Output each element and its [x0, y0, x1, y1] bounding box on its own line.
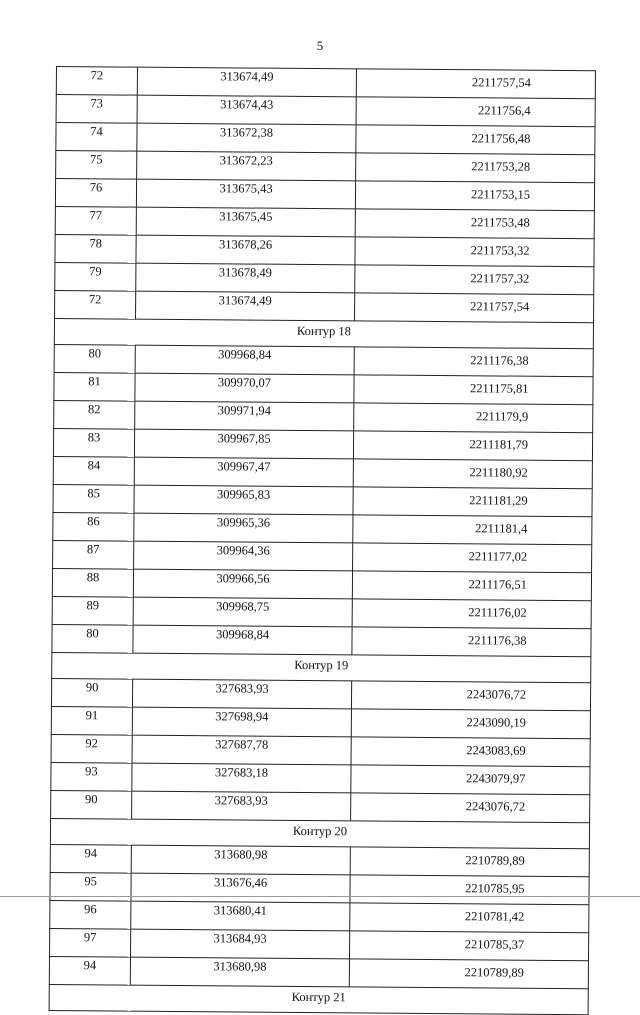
- table-row: [51, 678, 590, 710]
- y-coordinate-cell: 2211180,92: [353, 459, 592, 489]
- x-coordinate-cell: 309967,47: [134, 457, 353, 487]
- y-coordinate-cell: 2211176,02: [352, 599, 591, 629]
- contour-title-row: [49, 984, 588, 1014]
- x-coordinate-cell: 313678,26: [136, 235, 355, 265]
- y-coordinate-cell: 2211757,54: [356, 69, 595, 99]
- table-row: [56, 95, 595, 127]
- table-row: [52, 596, 591, 628]
- point-number-cell: 72: [55, 290, 136, 319]
- coordinates-table-body: [49, 67, 595, 1015]
- x-coordinate-cell: 313674,49: [136, 291, 355, 321]
- x-coordinate-cell: 327698,94: [132, 707, 351, 737]
- table-row: [53, 512, 592, 544]
- x-coordinate-cell: 309971,94: [135, 401, 354, 431]
- point-number-cell: 72: [56, 67, 137, 96]
- x-coordinate-cell: 313675,45: [136, 207, 355, 237]
- x-coordinate-cell: 313680,41: [131, 901, 350, 931]
- y-coordinate-cell: 2211756,4: [356, 97, 595, 127]
- point-number-cell: 84: [53, 456, 134, 485]
- y-coordinate-cell: 2210785,37: [349, 931, 588, 961]
- contour-title: Контур 21: [49, 984, 588, 1014]
- table-row: [49, 956, 588, 988]
- x-coordinate-cell: 309966,56: [133, 569, 352, 599]
- point-number-cell: 74: [56, 123, 137, 152]
- table-row: [53, 456, 592, 488]
- table-row: [55, 262, 594, 294]
- x-coordinate-cell: 309965,83: [134, 485, 353, 515]
- table-row: [54, 400, 593, 432]
- table-row: [56, 67, 595, 99]
- y-coordinate-cell: 2211756,48: [356, 125, 595, 155]
- table-row: [50, 844, 589, 876]
- y-coordinate-cell: 2243076,72: [351, 793, 590, 823]
- coordinates-table: [49, 66, 596, 1015]
- x-coordinate-cell: 313684,93: [131, 929, 350, 959]
- x-coordinate-cell: 309970,07: [135, 373, 354, 403]
- y-coordinate-cell: 2211181,29: [353, 487, 592, 517]
- y-coordinate-cell: 2211176,38: [352, 627, 591, 657]
- y-coordinate-cell: 2211175,81: [354, 375, 593, 405]
- point-number-cell: 90: [51, 678, 132, 707]
- table-row: [51, 790, 590, 822]
- x-coordinate-cell: 313680,98: [131, 845, 350, 875]
- y-coordinate-cell: 2243083,69: [351, 737, 590, 767]
- x-coordinate-cell: 327683,18: [132, 763, 351, 793]
- x-coordinate-cell: 313675,43: [136, 179, 355, 209]
- y-coordinate-cell: 2210785,95: [350, 875, 589, 905]
- y-coordinate-cell: 2211176,38: [354, 347, 593, 377]
- y-coordinate-cell: 2211176,51: [352, 571, 591, 601]
- y-coordinate-cell: 2211753,48: [355, 209, 594, 239]
- table-row: [55, 206, 594, 238]
- point-number-cell: 94: [50, 844, 131, 873]
- table-row: [51, 706, 590, 738]
- point-number-cell: 82: [54, 400, 135, 429]
- point-number-cell: 91: [51, 706, 132, 735]
- point-number-cell: 97: [50, 928, 131, 957]
- point-number-cell: 87: [53, 540, 134, 569]
- table-row: [52, 568, 591, 600]
- point-number-cell: 94: [49, 956, 130, 985]
- x-coordinate-cell: 309964,36: [134, 541, 353, 571]
- x-coordinate-cell: 313674,43: [137, 95, 356, 125]
- table-row: [51, 762, 590, 794]
- point-number-cell: 89: [52, 596, 133, 625]
- table-row: [53, 428, 592, 460]
- point-number-cell: 77: [55, 206, 136, 235]
- x-coordinate-cell: 313676,46: [131, 873, 350, 903]
- x-coordinate-cell: 327683,93: [132, 791, 351, 821]
- x-coordinate-cell: 313672,23: [137, 151, 356, 181]
- point-number-cell: 86: [53, 512, 134, 541]
- y-coordinate-cell: 2211757,32: [355, 265, 594, 295]
- point-number-cell: 88: [52, 568, 133, 597]
- point-number-cell: 81: [54, 372, 135, 401]
- x-coordinate-cell: 309968,75: [133, 597, 352, 627]
- point-number-cell: 85: [53, 484, 134, 513]
- page-number: 5: [316, 38, 324, 53]
- x-coordinate-cell: 313674,49: [137, 67, 356, 97]
- table-row: [54, 344, 593, 376]
- point-number-cell: 79: [55, 262, 136, 291]
- y-coordinate-cell: 2211179,9: [354, 403, 593, 433]
- x-coordinate-cell: 313678,49: [136, 263, 355, 293]
- contour-title: Контур 19: [52, 652, 591, 682]
- table-row: [55, 234, 594, 266]
- table-row: [55, 290, 594, 322]
- point-number-cell: 95: [50, 872, 131, 901]
- point-number-cell: 80: [52, 624, 133, 653]
- point-number-cell: 73: [56, 95, 137, 124]
- y-coordinate-cell: 2211753,15: [355, 181, 594, 211]
- table-row: [53, 540, 592, 572]
- table-row: [53, 484, 592, 516]
- contour-title: Контур 20: [50, 818, 589, 848]
- y-coordinate-cell: 2210789,89: [350, 847, 589, 877]
- y-coordinate-cell: 2211181,79: [353, 431, 592, 461]
- y-coordinate-cell: 2211753,28: [356, 153, 595, 183]
- table-row: [55, 179, 594, 211]
- point-number-cell: 75: [56, 151, 137, 180]
- table-row: [50, 872, 589, 904]
- point-number-cell: 92: [51, 734, 132, 763]
- x-coordinate-cell: 327683,93: [132, 679, 351, 709]
- x-coordinate-cell: 313672,38: [137, 123, 356, 153]
- point-number-cell: 76: [55, 179, 136, 208]
- x-coordinate-cell: 313680,98: [130, 957, 349, 987]
- y-coordinate-cell: 2243079,97: [351, 765, 590, 795]
- y-coordinate-cell: 2210789,89: [349, 959, 588, 989]
- x-coordinate-cell: 327687,78: [132, 735, 351, 765]
- table-row: [50, 928, 589, 960]
- page-bottom-edge: [0, 896, 640, 897]
- x-coordinate-cell: 309968,84: [135, 345, 354, 375]
- point-number-cell: 78: [55, 234, 136, 263]
- point-number-cell: 90: [51, 790, 132, 819]
- y-coordinate-cell: 2211181,4: [353, 515, 592, 545]
- y-coordinate-cell: 2243090,19: [351, 709, 590, 739]
- point-number-cell: 83: [53, 428, 134, 457]
- x-coordinate-cell: 309968,84: [133, 625, 352, 655]
- y-coordinate-cell: 2211753,32: [355, 237, 594, 267]
- table-row: [51, 734, 590, 766]
- table-row: [54, 372, 593, 404]
- point-number-cell: 93: [51, 762, 132, 791]
- table-row: [56, 151, 595, 183]
- x-coordinate-cell: 309967,85: [134, 429, 353, 459]
- y-coordinate-cell: 2211757,54: [355, 293, 594, 323]
- y-coordinate-cell: 2210781,42: [350, 903, 589, 933]
- point-number-cell: 96: [50, 900, 131, 929]
- table-row: [52, 624, 591, 656]
- table-row: [56, 123, 595, 155]
- x-coordinate-cell: 309965,36: [134, 513, 353, 543]
- y-coordinate-cell: 2243076,72: [351, 681, 590, 711]
- point-number-cell: 80: [54, 344, 135, 373]
- table-row: [50, 900, 589, 932]
- contour-title: Контур 18: [54, 318, 593, 348]
- y-coordinate-cell: 2211177,02: [353, 543, 592, 573]
